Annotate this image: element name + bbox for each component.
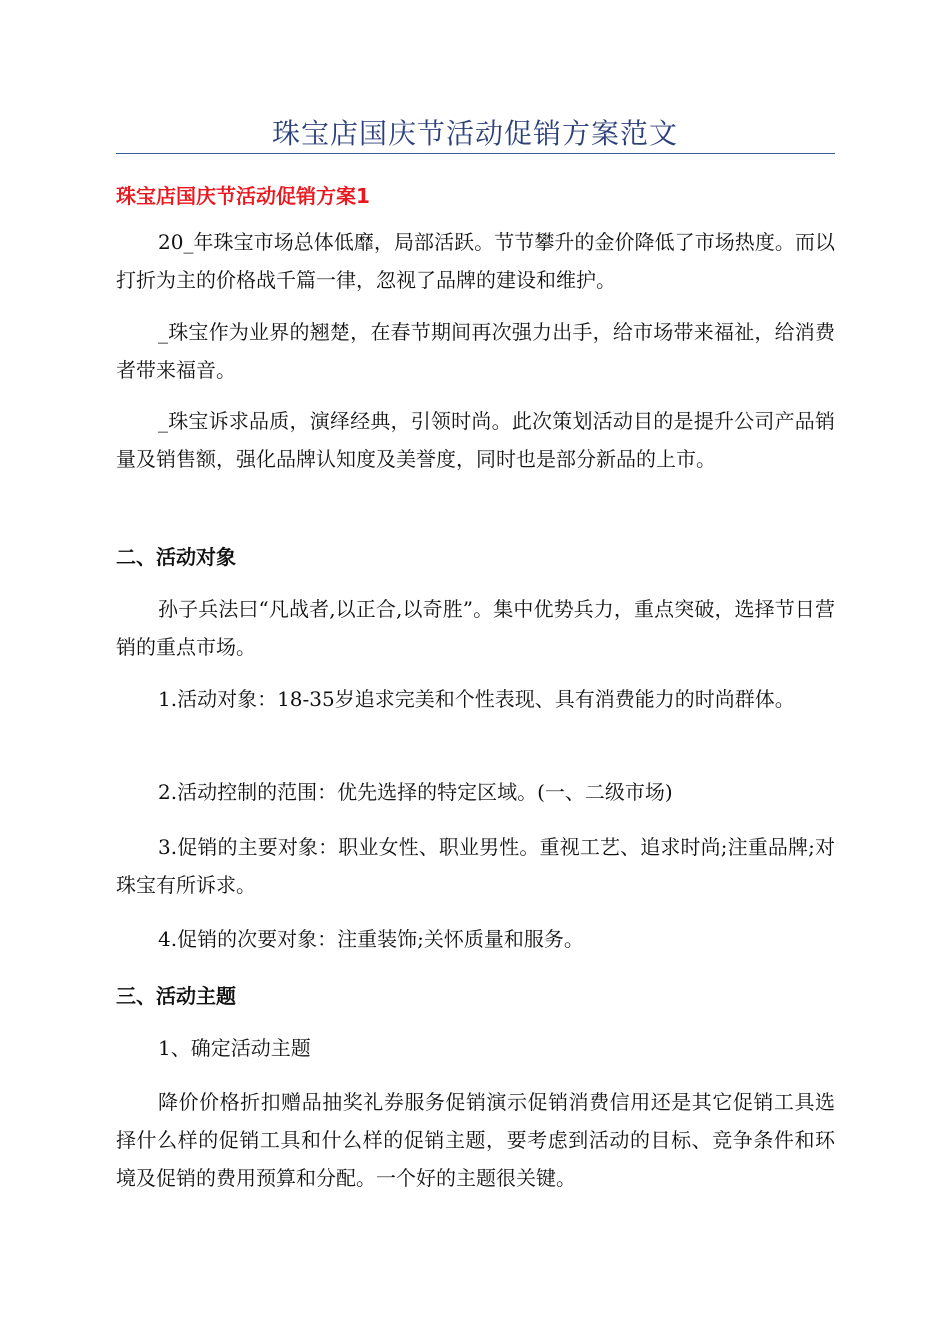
paragraph: _珠宝诉求品质，演绎经典，引领时尚。此次策划活动目的是提升公司产品销量及销售额，强化品牌认知度及美誉度，同时也是部分新品的上市。 <box>116 409 835 471</box>
section-heading-plan-1: 珠宝店国庆节活动促销方案1 <box>116 184 370 208</box>
title-divider <box>116 153 835 154</box>
paragraph: 2.活动控制的范围：优先选择的特定区域。(一、二级市场) <box>158 780 673 804</box>
paragraph: 孙子兵法曰“凡战者,以正合,以奇胜”。集中优势兵力，重点突破，选择节日营销的重点市场。 <box>116 597 835 659</box>
paragraph: 1.活动对象：18-35岁追求完美和个性表现、具有消费能力的时尚群体。 <box>158 687 795 711</box>
paragraph: 3.促销的主要对象：职业女性、职业男性。重视工艺、追求时尚;注重品牌;对珠宝有所诉求。 <box>116 835 835 897</box>
paragraph: 4.促销的次要对象：注重装饰;关怀质量和服务。 <box>158 927 584 951</box>
paragraph: _珠宝作为业界的翘楚，在春节期间再次强力出手，给市场带来福祉，给消费者带来福音。 <box>116 320 835 382</box>
document-title: 珠宝店国庆节活动促销方案范文 <box>271 117 678 150</box>
paragraph: 20_年珠宝市场总体低靡，局部活跃。节节攀升的金价降低了市场热度。而以打折为主的价格战千篇一律，忽视了品牌的建设和维护。 <box>116 230 835 292</box>
section-heading-theme: 三、活动主题 <box>116 984 236 1008</box>
paragraph: 降价价格折扣赠品抽奖礼券服务促销演示促销消费信用还是其它促销工具选择什么样的促销工具和什么样的促销主题，要考虑到活动的目标、竞争条件和环境及促销的费用预算和分配。一个好的主题很关键。 <box>116 1090 835 1190</box>
section-heading-targets: 二、活动对象 <box>116 545 236 569</box>
paragraph: 1、确定活动主题 <box>158 1036 311 1060</box>
